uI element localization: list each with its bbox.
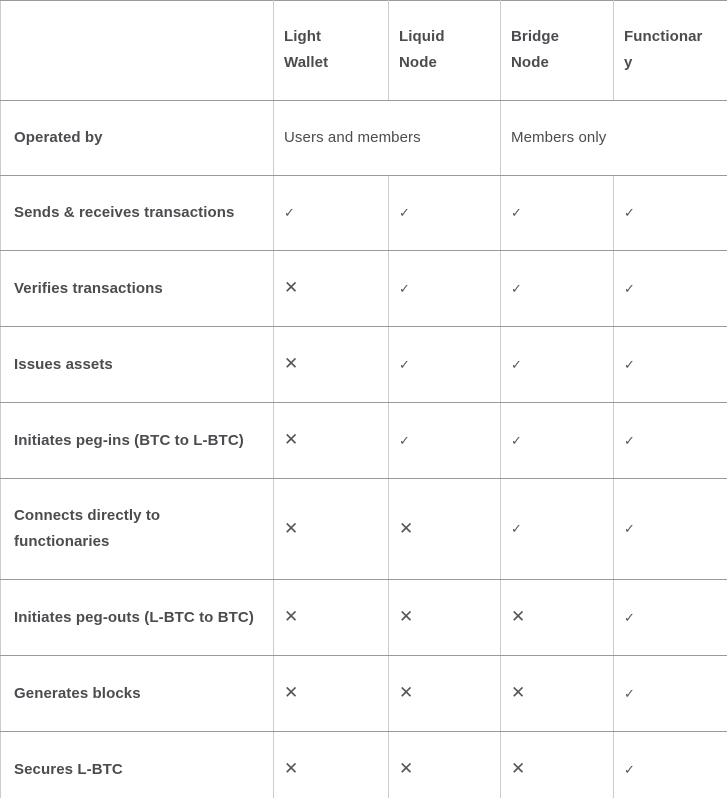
mark-cell (274, 251, 389, 327)
cross-icon: ✕ (284, 278, 299, 297)
cross-icon: ✕ (511, 683, 526, 702)
operated-by-value: Users and members (274, 101, 501, 176)
mark-cell (389, 479, 501, 580)
mark-cell (389, 403, 501, 479)
corner-cell (1, 1, 274, 101)
mark-cell (614, 479, 727, 580)
check-icon: ✓ (511, 205, 522, 220)
row-label: Sends & receives transactions (1, 176, 274, 251)
cross-icon: ✕ (511, 607, 526, 626)
mark-cell (274, 479, 389, 580)
check-icon: ✓ (399, 205, 410, 220)
row-label: Verifies transactions (1, 251, 274, 327)
table-row (1, 101, 727, 176)
row-label: Generates blocks (1, 656, 274, 732)
check-icon: ✓ (624, 280, 635, 296)
mark-cell (614, 327, 727, 403)
cross-icon: ✕ (399, 607, 414, 626)
row-label-line: functionaries (14, 533, 110, 550)
cross-icon: ✕ (511, 759, 526, 778)
cross-icon: ✕ (399, 683, 414, 702)
row-label (1, 479, 274, 580)
mark-cell (274, 732, 389, 798)
column-header-label: Node (511, 54, 549, 71)
row-label-line: Connects directly to (14, 507, 161, 524)
cross-icon: ✕ (284, 430, 299, 449)
table-row (1, 656, 727, 732)
column-header-functionary (614, 1, 727, 101)
mark-cell (389, 580, 501, 656)
cross-icon: ✕ (284, 354, 299, 373)
mark-cell (501, 732, 614, 798)
mark-cell (274, 327, 389, 403)
check-icon: ✓ (624, 205, 635, 220)
mark-cell (501, 176, 614, 251)
table-row (1, 479, 727, 580)
check-icon: ✓ (511, 280, 522, 296)
check-icon: ✓ (511, 356, 522, 372)
mark-cell (389, 251, 501, 327)
mark-cell (614, 732, 727, 798)
check-icon: ✓ (399, 432, 410, 448)
column-header-label: Bridge (511, 28, 560, 45)
table-body (1, 101, 727, 798)
table-row (1, 732, 727, 798)
row-label: Initiates peg-ins (BTC to L-BTC) (1, 403, 274, 479)
cross-icon: ✕ (284, 518, 299, 538)
cross-icon: ✕ (284, 759, 299, 778)
row-label: Initiates peg-outs (L-BTC to BTC) (1, 580, 274, 656)
mark-cell (501, 251, 614, 327)
mark-cell (274, 176, 389, 251)
row-label: Issues assets (1, 327, 274, 403)
mark-cell (389, 656, 501, 732)
table-row (1, 327, 727, 403)
row-label: Operated by (1, 101, 274, 176)
mark-cell (501, 327, 614, 403)
cross-icon: ✕ (399, 759, 414, 778)
table-row (1, 580, 727, 656)
mark-cell (274, 403, 389, 479)
mark-cell (501, 580, 614, 656)
check-icon: ✓ (511, 432, 522, 448)
mark-cell (274, 656, 389, 732)
column-header-label: Wallet (284, 54, 329, 71)
mark-cell (501, 479, 614, 580)
mark-cell (614, 580, 727, 656)
column-header-bridge-node (501, 1, 614, 101)
column-header-label: Light (284, 28, 322, 45)
column-header-light-wallet (274, 1, 389, 101)
header-row (1, 1, 727, 101)
column-header-label: Functionar (624, 28, 703, 45)
check-icon: ✓ (624, 432, 635, 448)
table-row (1, 251, 727, 327)
check-icon: ✓ (511, 521, 522, 536)
table-header (1, 1, 727, 101)
mark-cell (389, 176, 501, 251)
check-icon: ✓ (624, 356, 635, 372)
row-label: Secures L-BTC (1, 732, 274, 798)
check-icon: ✓ (624, 609, 635, 625)
column-header-label: Node (399, 54, 437, 71)
check-icon: ✓ (399, 356, 410, 372)
mark-cell (274, 580, 389, 656)
mark-cell (614, 656, 727, 732)
table-row (1, 403, 727, 479)
mark-cell (389, 327, 501, 403)
mark-cell (501, 403, 614, 479)
mark-cell (614, 403, 727, 479)
check-icon: ✓ (624, 761, 635, 777)
column-header-label: Liquid (399, 28, 445, 45)
mark-cell (614, 251, 727, 327)
mark-cell (501, 656, 614, 732)
column-header-label: y (624, 54, 633, 71)
table-row (1, 176, 727, 251)
check-icon: ✓ (624, 521, 635, 536)
mark-cell (389, 732, 501, 798)
cross-icon: ✕ (284, 607, 299, 626)
check-icon: ✓ (399, 280, 410, 296)
cross-icon: ✕ (399, 518, 414, 538)
cross-icon: ✕ (284, 683, 299, 702)
mark-cell (614, 176, 727, 251)
column-header-liquid-node (389, 1, 501, 101)
check-icon: ✓ (624, 685, 635, 701)
operated-by-value: Members only (501, 101, 727, 176)
check-icon: ✓ (284, 205, 295, 220)
